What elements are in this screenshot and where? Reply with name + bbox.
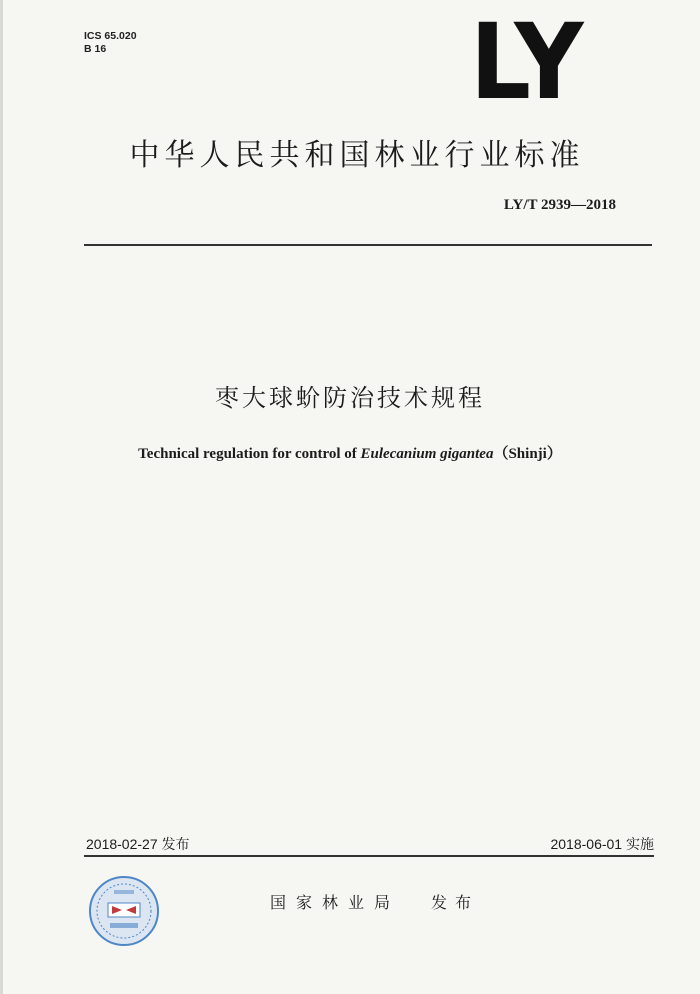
ccs-code: B 16 — [84, 43, 107, 55]
publisher-name: 国家林业局 — [270, 893, 401, 912]
chinese-title: 枣大球蚧防治技术规程 — [215, 384, 485, 412]
english-title-prefix: Technical regulation for control of — [138, 446, 361, 462]
ly-logo: LY — [470, 1, 582, 123]
classification-codes — [84, 30, 137, 56]
anti-counterfeit-seal — [88, 875, 160, 947]
implement-date: 2018-06-01 实施 — [550, 836, 654, 852]
ics-code: ICS 65.020 — [84, 30, 137, 42]
standard-number: LY/T 2939—2018 — [503, 197, 616, 213]
issue-date: 2018-02-27 发布 — [86, 836, 190, 852]
publish-label: 发布 — [431, 893, 480, 912]
organization-title: 中华人民共和国林业行业标准 — [129, 138, 585, 173]
english-title-species: Eulecanium gigantea — [360, 446, 494, 462]
footer-divider — [84, 855, 654, 857]
english-title — [0, 442, 700, 463]
header-divider — [84, 244, 652, 246]
english-title-suffix: （Shinji） — [493, 446, 562, 462]
